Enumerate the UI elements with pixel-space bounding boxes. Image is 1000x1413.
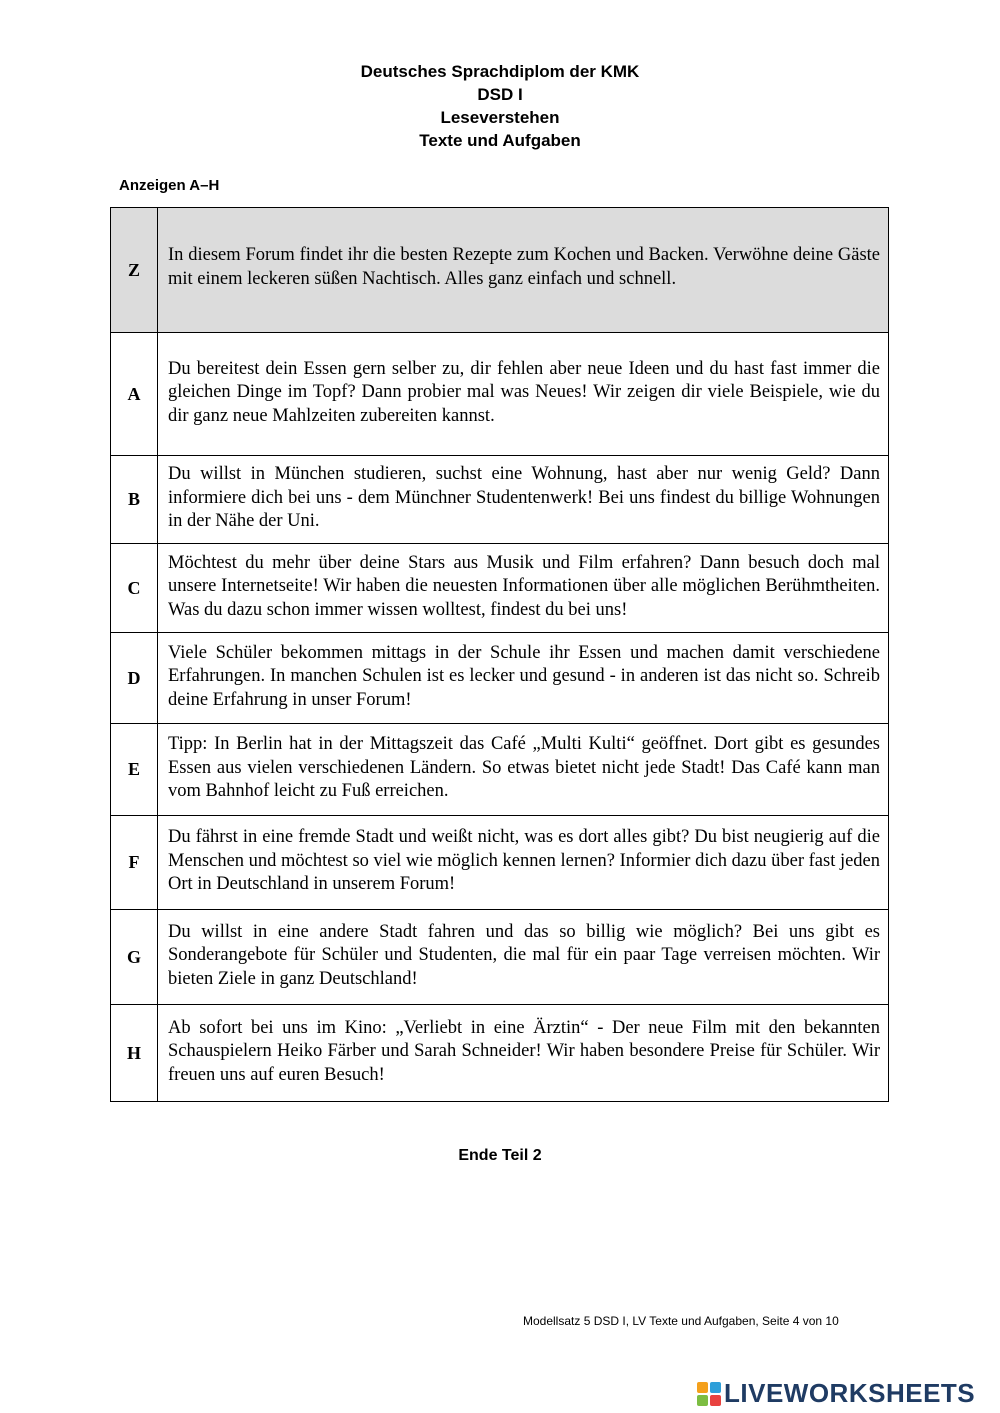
- liveworksheets-logo[interactable]: [697, 1378, 975, 1409]
- ad-letter: B: [111, 456, 158, 544]
- ad-text: In diesem Forum findet ihr die besten Rezepte zum Kochen und Backen. Verwöhne deine Gäste mit einem leckeren süßen Nachtisch. Alles ganz einfach und schnell.: [158, 208, 889, 333]
- ad-text: Du fährst in eine fremde Stadt und weißt nicht, was es dort alles gibt? Du bist neugierig auf die Menschen und möchtest so viel wie möglich kennen lernen? Informier dich dazu über fast jeden Ort in Deutschland in unserem Forum!: [158, 816, 889, 910]
- end-label: Ende Teil 2: [458, 1147, 542, 1164]
- document-header: [0, 60, 1000, 152]
- ad-row-h: [111, 1005, 889, 1102]
- ad-text: Viele Schüler bekommen mittags in der Schule ihr Essen und machen damit verschiedene Erfahrungen. In manchen Schulen ist es lecker und gesund - in anderen ist das nicht so. Schreib deine Erfahrung in unser Forum!: [158, 633, 889, 724]
- ad-row-d: [111, 633, 889, 724]
- logo-square: [697, 1395, 708, 1406]
- ad-letter: Z: [111, 208, 158, 333]
- ad-text: Du willst in eine andere Stadt fahren und das so billig wie möglich? Bei uns gibt es Sonderangebote für Schüler und Studenten, die mal für ein paar Tage verreisen möchten. Wir bieten Ziele in ganz Deutschland!: [158, 910, 889, 1005]
- page-footer: Modellsatz 5 DSD I, LV Texte und Aufgaben, Seite 4 von 10: [523, 1314, 839, 1328]
- ad-letter: C: [111, 544, 158, 633]
- exam-title: Deutsches Sprachdiplom der KMK: [360, 62, 640, 81]
- ad-letter: A: [111, 333, 158, 456]
- exam-subtitle: Texte und Aufgaben: [419, 131, 581, 150]
- ad-row-f: [111, 816, 889, 910]
- ad-row-g: [111, 910, 889, 1005]
- ad-row-b: [111, 456, 889, 544]
- ad-text: Tipp: In Berlin hat in der Mittagszeit das Café „Multi Kulti“ geöffnet. Dort gibt es gesundes Essen aus vielen verschiedenen Ländern. So etwas bietet nicht jede Stadt! Das Café kann man vom Bahnhof leicht zu Fuß erreichen.: [158, 724, 889, 816]
- logo-icon: [697, 1382, 721, 1406]
- ad-text: Ab sofort bei uns im Kino: „Verliebt in eine Ärztin“ - Der neue Film mit den bekannten Schauspielern Heiko Färber und Sarah Schneider! Wir haben besondere Preise für Schüler. Wir freuen uns auf euren Besuch!: [158, 1005, 889, 1102]
- ad-row-a: [111, 333, 889, 456]
- ads-table: [110, 207, 889, 1102]
- ad-text: Du bereitest dein Essen gern selber zu, dir fehlen aber neue Ideen und du hast fast immer die gleichen Dinge im Topf? Dann probier mal was Neues! Wir zeigen dir viele Beispiele, wie du dir ganz neue Mahlzeiten zubereiten kannst.: [158, 333, 889, 456]
- ad-letter: G: [111, 910, 158, 1005]
- ad-letter: F: [111, 816, 158, 910]
- ad-text: Möchtest du mehr über deine Stars aus Musik und Film erfahren? Dann besuch doch mal unsere Internetseite! Wir haben die neuesten Informationen über alle möglichen Berühmtheiten. Was du dazu schon immer wissen wolltest, findest du bei uns!: [158, 544, 889, 633]
- ad-letter: E: [111, 724, 158, 816]
- exam-part: Leseverstehen: [440, 108, 560, 127]
- ad-text: Du willst in München studieren, suchst eine Wohnung, hast aber nur wenig Geld? Dann informiere dich bei uns - dem Münchner Studentenwerk! Bei uns findest du billige Wohnungen in der Nähe der Uni.: [158, 456, 889, 544]
- ad-row-e: [111, 724, 889, 816]
- logo-square: [710, 1382, 721, 1393]
- logo-text: LIVEWORKSHEETS: [724, 1378, 976, 1408]
- section-title: Anzeigen A–H: [119, 177, 220, 194]
- ad-row-c: [111, 544, 889, 633]
- exam-level: DSD I: [477, 85, 523, 104]
- ad-letter: D: [111, 633, 158, 724]
- logo-square: [697, 1382, 708, 1393]
- ad-row-z: [111, 208, 889, 333]
- logo-square: [710, 1395, 721, 1406]
- ad-letter: H: [111, 1005, 158, 1102]
